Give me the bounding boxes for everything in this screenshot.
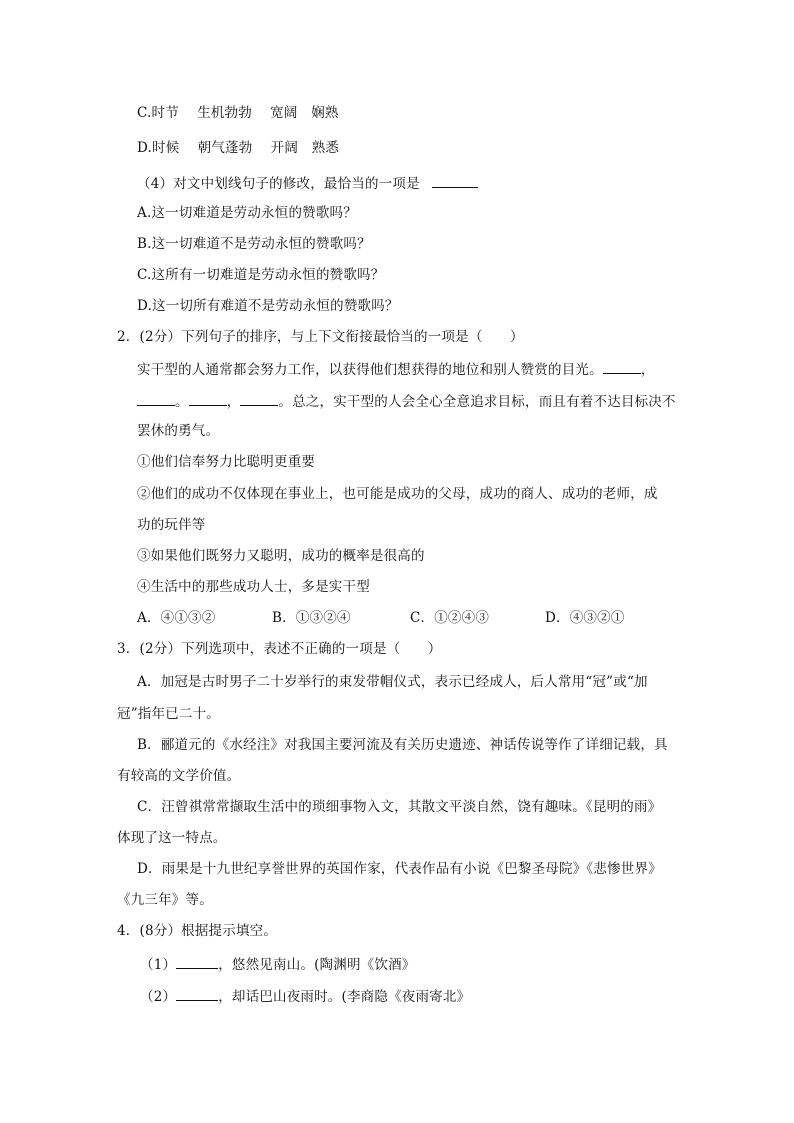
- q2-option-d: D．④③②①: [545, 610, 625, 626]
- q4-line-2-number: （2）: [140, 989, 177, 1005]
- q2-passage-line-2: [137, 390, 676, 412]
- q1-sub4-option-d: D.这一切所有难道不是劳动永恒的赞歌吗？: [137, 298, 399, 314]
- q4-line-2: [140, 985, 470, 1007]
- q4-line-2-text: ，却话巴山夜雨时。(李商隐《夜雨寄北》: [218, 989, 471, 1005]
- q2-option-c: C．①②④③: [410, 610, 490, 626]
- answer-blank[interactable]: [240, 390, 278, 406]
- q3-option-b-line-2: 有较高的文学价值。: [117, 768, 241, 784]
- q2-item-1: ①他们信奉努力比聪明更重要: [137, 454, 316, 470]
- q4-line-1: [140, 953, 415, 975]
- q2-passage-text-2: 。总之，实干型的人会全心全意追求目标，而且有着不达目标决不: [278, 394, 676, 410]
- q2-item-4: ④生活中的那些成功人士，多是实干型: [137, 579, 370, 595]
- punct: 。: [175, 394, 189, 410]
- q2-item-2: ②他们的成功不仅体现在事业上，也可能是成功的父母，成功的商人、成功的老师，成: [137, 486, 658, 502]
- q3-header: 3．(2分）下列选项中，表述不正确的一项是（ ）: [117, 641, 442, 657]
- q3-option-c-line-1: C．汪曾祺常常撷取生活中的琐细事物入文，其散文平淡自然，饶有趣味。《昆明的雨》: [137, 799, 662, 815]
- answer-blank[interactable]: [137, 390, 175, 406]
- q2-option-a: A．④①③②: [137, 610, 216, 626]
- answer-blank[interactable]: [176, 953, 218, 969]
- q4-line-1-number: （1）: [140, 957, 177, 973]
- q3-option-a-line-2: 冠”指年已二十。: [117, 706, 221, 722]
- q2-passage-text-1: 实干型的人通常都会努力工作，以获得他们想获得的地位和别人赞赏的目光。: [137, 362, 603, 378]
- q1-sub4-prompt-text: （4）对文中划线句子的修改，最恰当的一项是: [137, 176, 420, 192]
- punct: ，: [640, 362, 655, 378]
- q3-option-d-line-2: 《九三年》等。: [117, 892, 213, 908]
- q3-option-a-line-1: A．加冠是古时男子二十岁举行的束发带帽仪式，表示已经成人，后人常用“冠”或“加: [137, 674, 648, 690]
- q3-option-d-line-1: D．雨果是十九世纪享誉世界的英国作家，代表作品有小说《巴黎圣母院》《悲惨世界》: [137, 861, 662, 877]
- q1-sub4-prompt: [137, 172, 478, 194]
- q1-sub4-option-c: C.这所有一切难道是劳动永恒的赞歌吗？: [137, 267, 385, 283]
- q1-option-d: D.时候 朝气蓬勃 开阔 熟悉: [137, 140, 340, 156]
- q1-sub4-option-b: B.这一切难道不是劳动永恒的赞歌吗？: [137, 236, 371, 252]
- q3-option-c-line-2: 体现了这一特点。: [117, 830, 227, 846]
- q2-passage-line-3: 罢休的勇气。: [137, 423, 220, 439]
- q2-option-b: B．①③②④: [272, 610, 351, 626]
- answer-blank[interactable]: [189, 390, 227, 406]
- answer-blank[interactable]: [176, 985, 218, 1001]
- q2-item-3: ③如果他们既努力又聪明，成功的概率是很高的: [137, 548, 425, 564]
- q2-passage-line-1: [137, 358, 655, 380]
- q1-sub4-option-a: A.这一切难道是劳动永恒的赞歌吗？: [137, 205, 357, 221]
- q2-header: 2．(2分）下列句子的排序，与上下文衔接最恰当的一项是（ ）: [117, 329, 524, 345]
- answer-blank[interactable]: [603, 358, 641, 374]
- q2-item-2-cont: 功的玩伴等: [137, 517, 206, 533]
- q3-option-b-line-1: B．郦道元的《水经注》对我国主要河流及有关历史遗迹、神话传说等作了详细记载，具: [137, 737, 668, 753]
- answer-blank[interactable]: [432, 172, 478, 188]
- q1-option-c: C.时节 生机勃勃 宽阔 娴熟: [137, 105, 339, 121]
- q4-header: 4．(8分）根据提示填空。: [117, 923, 278, 939]
- q4-line-1-text: ，悠然见南山。(陶渊明《饮酒》: [218, 957, 416, 973]
- punct: ，: [226, 394, 241, 410]
